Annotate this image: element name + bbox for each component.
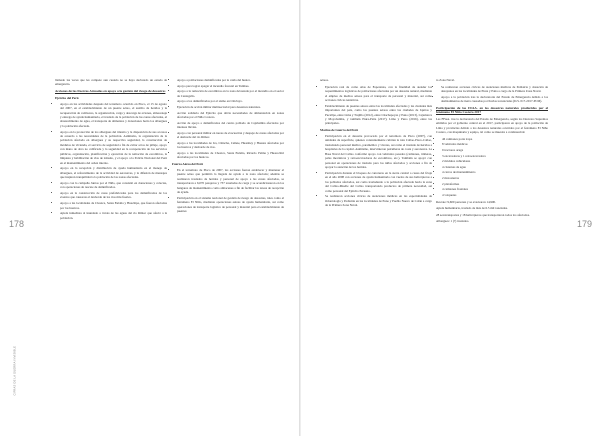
col4-continuation: ra Zona Naval.	[436, 78, 455, 82]
list-item: • Participación en el desastre provocado por el terremoto de Pisco (2007), con unidades de superficie, quienes constantemente cubrían la ruta Callao-Pisco-Callao, trasladando personal médico, paramédico y víveres, así como el traslado de heridos a hospitales de la capital. Asimismo, intervinieron patrulleras de costa y aeronaves. La Base Naval del Callao conformó apoyo con vehículos pesados (camiones, tráileres, palas mecánicas y retroexcavadoras de escombros, etc.). También se apoyó con personal en operaciones de traslado para los niños afectados y acciones a fin de apoyar la atención de los heridos.	[325, 134, 432, 170]
result-rescue: Rescate: 9,600 personas y se evacuaron 14,900.	[436, 199, 496, 204]
list-item: • Ayuda inmediata al inundado a través de las aguas del río Rímac que afectó a la población.	[60, 211, 167, 220]
list-item: • Apoyo en la construcción de casas prefabricadas para los damnificados de los eventos que causaron el desborde de los ríos más fuertes.	[60, 191, 167, 200]
list-item: • Apoyo en la recepción y distribución de ayuda humanitaria en el manejo de albergues, el reforzamiento de la actividad de aeronaves, y la difusión de mensajes que inspiren tranquilidad a la población de las zonas afectadas.	[60, 166, 167, 179]
left-column-2	[172, 78, 284, 216]
list-item: • Ejecución real de como Alas de Esperanza, con la finalidad de atender los requerimientos logísticos de poblaciones afectadas por un desastre natural, mediante el empleo de medios aéreos para el transporte de personal y material, así como acciones cívicas tentativas.	[325, 85, 432, 103]
left-column-1	[55, 78, 167, 222]
page-number-right: 179	[577, 219, 593, 229]
col3-heading: Marina de Guerra del Perú	[320, 127, 359, 132]
col3-list-2	[320, 134, 432, 208]
col1-list	[55, 102, 167, 220]
list-item: • Ejecución de acción militar multisectorial para desastres naturales.	[177, 105, 284, 109]
list-item: • Establecimiento de puentes aéreos entre las localidades afectadas y las ciudades más importantes del país, como los puentes aéreos entre las ciudades de Iquitos y Pucallpa, entre Lima y Trujillo (2012), entre Chachapoyas y Puno (2013), Cajamarca y Moyobamba, y también Piura-Paita (2017), Lima y Puno (2016), entre las principales.	[325, 104, 432, 126]
equipment-list	[436, 137, 548, 198]
equipment-item: • 4 camiones frontales	[442, 187, 548, 191]
result-aid: Ayuda humanitaria, traslado de más de 6.5 mil toneladas.	[436, 206, 508, 211]
list-item: • Apoyo para lograr apagar el incendio forestal en Tumbes.	[177, 84, 284, 88]
col3-list	[320, 85, 432, 126]
list-item: • Se realizaron acciones cívicas de atenciones médicas de Pediatría y donación de desayunos en las localidades de Piura y Paita a cargo de la Primera Zona Naval.	[441, 85, 548, 94]
list-item: • Apoyo a la población tras la declaratoria del Estado de Emergencia debido a los deslizamientos de tierra causadas por lluvias torrenciales (D.S. 017-2017-PCM).	[441, 95, 548, 104]
list-item: • Apoyo en la protección de los albergues del tránsito y la disposición de sus accesos de acuerdo a las necesidades de la población. Asimismo, la organización de la población afectada en albergues y su respectiva seguridad, la construcción de módulos de vivienda, el servicio de seguridad a fin de evitar actos de pillaje, apoyo con mano de obra no calificada y la seguridad en la recuperación de los servicios públicos, organización, planificación y ejecución de la remoción de escombros, la limpieza y habilitación de vías de tránsito, y el apoyo a la Policía Nacional del Perú en el mantenimiento del orden interno.	[60, 130, 167, 166]
list-item: • Apoyo a las localidades de Chosica, Santa Eulalia, Ricardo Palma y Huarochirí afectadas por los huaicos.	[177, 151, 284, 160]
list-item: • Apoyo a las localidades de Ica, Chincha, Cañete, Huarmey y Huaura afectadas por los huaicos y desborde de ríos.	[177, 141, 284, 150]
page-number-left: 178	[9, 219, 25, 229]
right-column-2	[436, 78, 548, 226]
list-item: • Participación durante el bloqueo de carreteras en la sierra central a causa del friaje en el año 2008 con acciones de ayuda humanitaria con vuelos de sus helicópteros a los poblados afectados, así como trasladando a la población afectada hacia la zona del Callao-Muelle del Callao transportando productos de primera necesidad, así como personal del Ejército Peruano.	[325, 171, 432, 193]
list-item: • Acción solidaria del Ejército que alivia necesidades de alimentación en zonas afectadas por el Niño Costero.	[177, 111, 284, 120]
col1-heading: Acciones de las Fuerzas Armadas en apoyo a la gestión del riesgo de desastres	[55, 89, 166, 94]
result-transport: 28 aerotransportes y 18 helicópteros que transportaron todos los afectados.	[436, 212, 530, 217]
col2-list-2	[172, 168, 284, 214]
equipment-item: • 2 motosierras	[442, 176, 548, 180]
running-head	[13, 300, 17, 400]
equipment-item: • 4 cisternas de agua	[442, 165, 548, 169]
book-gutter	[299, 0, 301, 436]
equipment-item: • 8 vehículos médicos	[442, 142, 548, 146]
running-head-text: CIFRAS DE LA GUERRA INVISIBLE	[13, 345, 17, 396]
col3-continuation: aéreos.	[320, 78, 329, 82]
equipment-item: • 3 excavadoras y 1 retroexcavadora	[442, 154, 548, 158]
equipment-item: • 4 volquetes	[442, 193, 548, 197]
col4-paragraph: Las FFAA. tras la declaratoria del Estado de Emergencia, según los Decretos Supremos emitidos por el gobierno central en el 2017, participaron en apoyo de la población de Lima y provincias debido a los desastres naturales ocurridos por el fenómeno El Niño Costero, con maquinaria y equipo, tal como se muestra a continuación:	[436, 116, 548, 134]
list-item: • Apoyo en las actividades después del terremoto ocurrido en Pisco, el 15 de agosto del 2007, en el establecimiento de un puente aéreo, el auxilio de heridos y la recuperación de cadáveres, la organización, carga y descarga de aviones, almacenaje y entrega de ayuda humanitaria, el traslado de la población de las zonas afectadas, el abastecimiento de agua, el transporte de alimentos y donaciones hacia los albergues y la población afectada.	[60, 102, 167, 129]
col4-heading: Participación de las FFAA. en los desastres naturales producidos por el fenómeno El Niño Costero 2017	[436, 105, 548, 115]
col2-heading: Fuerza Aérea del Perú	[172, 161, 204, 166]
right-column-1	[320, 78, 432, 210]
equipment-item: • 2 plataformas	[442, 182, 548, 186]
list-item: • Apoyo a la remoción de escombros en la zona devastada por el incendio en el sector de Cantagallo.	[177, 89, 284, 98]
equipment-item: • 4 carros de mantenimiento	[442, 170, 548, 174]
list-item: • Apoyo con personal militar en tareas de evacuación y despeje de zonas afectadas por el desborde del río Rímac.	[177, 131, 284, 140]
result-shelters: Albergues: 1 (?) traslados.	[436, 219, 470, 224]
col2-list	[172, 78, 284, 160]
list-item: • En el terremoto de Pisco de 2007, las acciones fueron establecer y mantener el puente aéreo que permitió la llegada de ayuda a la zona afectada; además se realizaron traslados de heridos y personal de apoyo a las zonas afectadas, se transportaron a 6,070 pasajeros y 737 toneladas de carga y se acondicionaron en los hangares de mantenimiento como almacenes a fin de facilitar las tareas de recepción de ayuda.	[177, 168, 284, 195]
equipment-item: • 2 módulos vehiculares	[442, 159, 548, 163]
list-item: • Acción de apoyo a damnificados del centro poblado de Cajabamba afectados por intensas lluvias.	[177, 121, 284, 130]
equipment-item: • 46 camiones porta tropa	[442, 137, 548, 141]
list-item: • Apoyo con la campaña Juntos por el Niño, que consistió en donaciones y colectas, con operaciones de rescate de damnificados.	[60, 181, 167, 190]
col4-list	[436, 85, 548, 104]
list-item: • Apoyo a los damnificados por el sismo en Chiclayo.	[177, 99, 284, 103]
equipment-item: • 9 tractores oruga	[442, 148, 548, 152]
col1-intro: llamado las veces que les compete aun cuando no se haya declarado un estado de emergencia.	[55, 78, 167, 87]
right-page	[300, 0, 600, 436]
col1-subheading: Ejército del Perú	[55, 95, 79, 100]
list-item: • Apoyo a poblaciones damnificadas por la caída del huaico.	[177, 78, 284, 82]
list-item: • Apoyo a las localidades de Chosica, Santa Eulalia y Huachipa, que fueron afectadas por los huaicos.	[60, 201, 167, 210]
list-item: • Se realizaron acciones cívicas de atenciones médicas en las especialidades de Odontología y Pediatría en las localidades de Puno y Pueblo Nuevo de Colán a cargo de la Primera Zona Naval.	[325, 194, 432, 207]
list-item: • Participación en el sistema nacional de gestión de riesgo de desastres, tales como el fenómeno El Niño, mediante operaciones aéreas de ayuda humanitaria, así como operaciones de transporte logístico de personal y material para el establecimiento de puentes	[177, 196, 284, 214]
